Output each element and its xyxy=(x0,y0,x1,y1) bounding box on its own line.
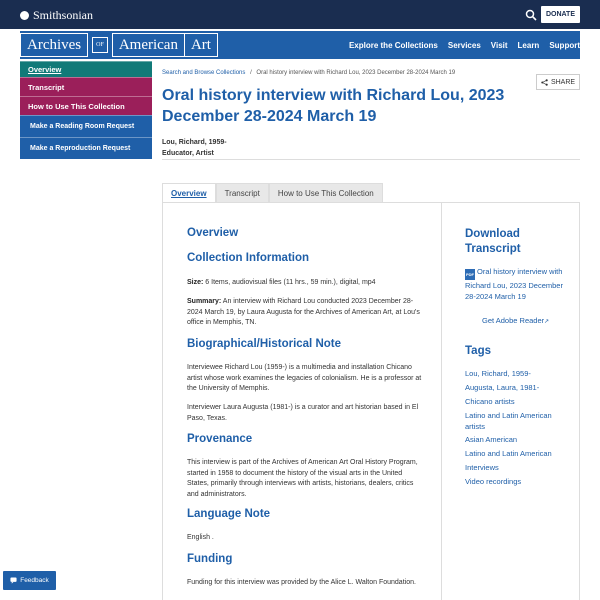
nav-learn[interactable]: Learn xyxy=(517,40,540,50)
tag-link[interactable]: Latino and Latin American artists xyxy=(465,411,552,431)
logo-art: Art xyxy=(185,33,218,57)
size-text xyxy=(187,278,422,289)
logo-of: OF xyxy=(92,37,108,53)
breadcrumb-current: Oral history interview with Richard Lou, 2023 December 28-2024 March 19 xyxy=(256,70,456,76)
left-nav-transcript[interactable]: Transcript xyxy=(20,77,152,96)
archives-header xyxy=(20,31,580,59)
main-nav xyxy=(339,31,580,59)
breadcrumb xyxy=(162,70,455,76)
smithsonian-header xyxy=(0,0,600,29)
feedback-label: Feedback xyxy=(20,577,49,584)
tab-how-to-use[interactable]: How to Use This Collection xyxy=(269,183,383,203)
size-value: 6 Items, audiovisual files (11 hrs., 59 min.), digital, mp4 xyxy=(203,279,376,286)
creator-info xyxy=(162,137,227,159)
left-nav-how-to-use[interactable]: How to Use This Collection xyxy=(20,96,152,115)
breadcrumb-separator: / xyxy=(250,70,252,76)
bio-heading: Biographical/Historical Note xyxy=(187,338,342,350)
logo-archives: Archives xyxy=(20,33,88,57)
adobe-reader-link[interactable] xyxy=(482,316,549,325)
provenance-text: This interview is part of the Archives of American Art Oral History Program, started in 1958 to document the history of the visual arts in the United States, primarily through interviews with artists, historians, dealers, critics and administrators. xyxy=(187,459,418,498)
tag-link[interactable]: Video recordings xyxy=(465,477,522,486)
external-link-icon: ↗ xyxy=(544,319,550,325)
tag-link[interactable]: Interviews xyxy=(465,463,499,472)
bio-paragraph-1: Interviewee Richard Lou (1959-) is a multimedia and installation Chicano artist whose work examines the legacies of colonialism. He is a professor at the University of Memphis. xyxy=(187,364,422,392)
smithsonian-wordmark: Smithsonian xyxy=(33,8,94,22)
language-heading: Language Note xyxy=(187,508,271,520)
smithsonian-logo[interactable] xyxy=(20,8,93,23)
summary-value: An interview with Richard Lou conducted 2023 December 28-2024 March 19, by Laura Augusta for the Archives of American Art, at Lou's office in Memphis, TN. xyxy=(187,298,420,326)
language-text: English . xyxy=(187,534,214,541)
collection-info-heading: Collection Information xyxy=(187,252,310,264)
divider xyxy=(162,159,580,160)
collection-tabs xyxy=(162,183,383,203)
nav-visit[interactable]: Visit xyxy=(490,40,508,50)
tag-link[interactable]: Augusta, Laura, 1981- xyxy=(465,383,540,392)
left-nav-overview[interactable]: Overview xyxy=(20,61,152,77)
search-icon[interactable] xyxy=(525,9,537,21)
tag-link[interactable]: Asian American xyxy=(465,435,518,444)
creator-role: Educator, Artist xyxy=(162,150,214,157)
left-nav xyxy=(20,61,152,159)
download-transcript-heading: Download Transcript xyxy=(465,228,521,255)
transcript-pdf-link[interactable] xyxy=(465,266,565,302)
provenance-heading: Provenance xyxy=(187,433,253,445)
page-title: Oral history interview with Richard Lou, 2023 December 28-2024 March 19 xyxy=(162,87,505,125)
summary-label: Summary: xyxy=(187,298,222,305)
column-divider xyxy=(441,202,442,600)
archives-logo[interactable] xyxy=(20,33,218,57)
pdf-icon: PDF xyxy=(465,269,475,280)
nav-services[interactable]: Services xyxy=(447,40,481,50)
nav-support[interactable]: Support xyxy=(549,40,580,50)
adobe-reader-label: Get Adobe Reader xyxy=(482,316,545,325)
funding-text: Funding for this interview was provided by the Alice L. Walton Foundation. xyxy=(187,579,416,586)
tags-heading: Tags xyxy=(465,345,491,357)
share-label: SHARE xyxy=(550,78,576,86)
size-label: Size: xyxy=(187,279,204,286)
creator-name[interactable]: Lou, Richard, 1959- xyxy=(162,139,227,146)
tag-link[interactable]: Chicano artists xyxy=(465,397,515,406)
sunburst-icon xyxy=(20,11,29,20)
tag-link[interactable]: Lou, Richard, 1959- xyxy=(465,369,531,378)
funding-heading: Funding xyxy=(187,553,233,565)
logo-american: American xyxy=(112,33,185,57)
breadcrumb-root[interactable]: Search and Browse Collections xyxy=(162,70,246,76)
share-icon xyxy=(541,79,548,86)
feedback-button[interactable] xyxy=(3,571,56,590)
tag-link[interactable]: Latino and Latin American xyxy=(465,449,552,458)
chat-icon xyxy=(10,577,17,584)
donate-button[interactable]: DONATE xyxy=(541,6,580,23)
transcript-pdf-label: Oral history interview with Richard Lou, 2023 December 28-2024 March 19 xyxy=(465,267,563,301)
bio-paragraph-2: Interviewer Laura Augusta (1981-) is a curator and art historian based in El Paso, Texas. xyxy=(187,404,419,422)
reproduction-request-button[interactable]: Make a Reproduction Request xyxy=(20,137,152,159)
share-button[interactable] xyxy=(536,74,580,90)
nav-explore[interactable]: Explore the Collections xyxy=(348,40,438,50)
tab-transcript[interactable]: Transcript xyxy=(216,183,269,203)
tab-overview[interactable]: Overview xyxy=(162,183,216,203)
reading-room-request-button[interactable]: Make a Reading Room Request xyxy=(20,115,152,137)
overview-heading: Overview xyxy=(187,227,239,239)
summary-text xyxy=(187,297,422,329)
